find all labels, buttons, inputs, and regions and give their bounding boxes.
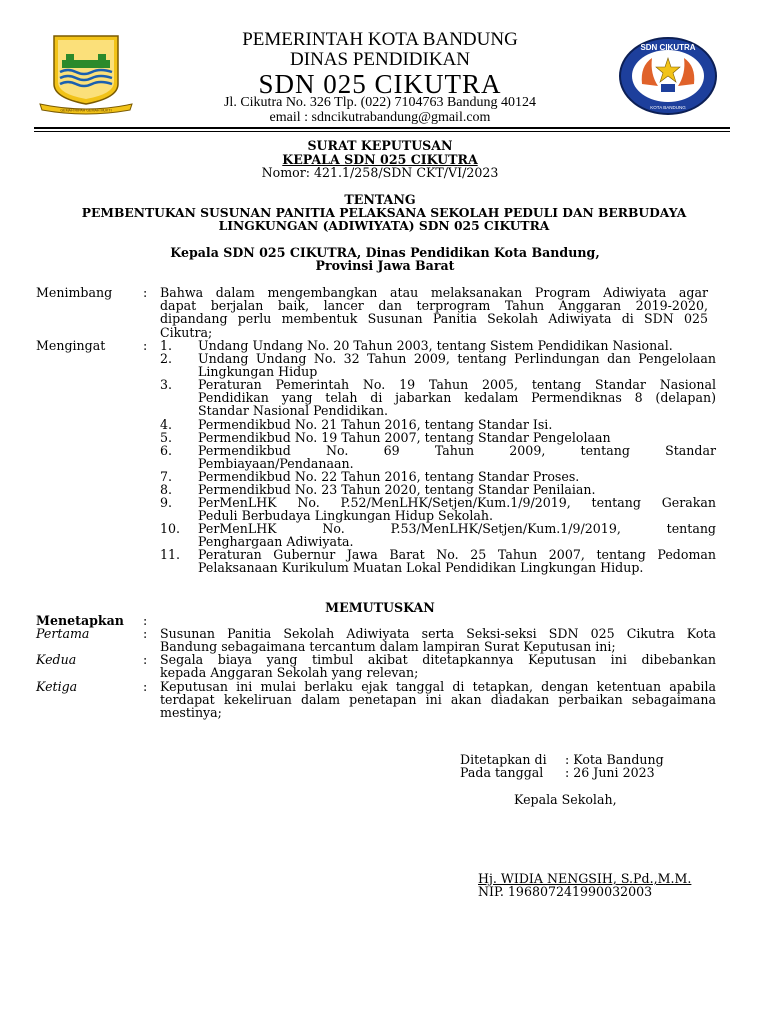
department-title: DINAS PENDIDIKAN (290, 49, 470, 70)
mengingat-num: 6. (160, 443, 173, 458)
letterhead-rule-thin (34, 131, 730, 132)
mengingat-label: Mengingat (36, 338, 106, 353)
menetapkan-label: Menetapkan (36, 613, 124, 628)
mengingat-num: 10. (160, 521, 181, 536)
menimbang-colon: : (143, 285, 148, 300)
mengingat-num: 4. (160, 417, 173, 432)
signatory-nip: NIP. 196807241990032003 (478, 884, 653, 899)
mengingat-item: PerMenLHK No. P.53/MenLHK/Setjen/Kum.1/9/2019, tentang Penghargaan Adiwiyata. (198, 521, 716, 550)
date-label: Pada tanggal (460, 765, 544, 780)
ketiga-label: Ketiga (36, 679, 78, 694)
subject-line-1: PEMBENTUKAN SUSUNAN PANITIA PELAKSANA SEKOLAH PEDULI DAN BERBUDAYA (81, 205, 687, 220)
mengingat-num: 9. (160, 495, 173, 510)
ketiga-colon: : (143, 679, 148, 694)
memutuskan-heading: MEMUTUSKAN (325, 600, 435, 615)
menimbang-text: Bahwa dalam mengembangkan atau melaksanakan Program Adiwiyata agar dapat berjalan baik, lancer dan terprogram Tahun Anggaran 2019-2020, dipandang perlu membentuk Susunan Panitia Sekolah Adiwiyata di SDN 025 Cikutra; (160, 285, 708, 340)
mengingat-num: 7. (160, 469, 173, 484)
mengingat-item: Peraturan Pemerintah No. 19 Tahun 2005, tentang Standar Nasional Pendidikan yang telah di jabarkan kedalam Permendiknas 8 (delapan) Standar Nasional Pendidikan. (198, 377, 716, 419)
mengingat-num: 5. (160, 430, 173, 445)
mengingat-num: 11. (160, 547, 181, 562)
mengingat-item: Permendikbud No. 69 Tahun 2009, tentang Standar Pembiayaan/Pendanaan. (198, 443, 716, 472)
place-value: : Kota Bandung (565, 752, 664, 767)
svg-text:SDN CIKUTRA: SDN CIKUTRA (640, 43, 696, 52)
menetapkan-colon: : (143, 613, 148, 628)
mengingat-num: 2. (160, 351, 173, 366)
kedua-label: Kedua (36, 652, 77, 667)
place-label: Ditetapkan di (460, 752, 547, 767)
decree-number: Nomor: 421.1/258/SDN CKT/VI/2023 (261, 165, 499, 180)
svg-text:KOTA BANDUNG: KOTA BANDUNG (650, 105, 686, 110)
kedua-text: Segala biaya yang timbul akibat ditetapkannya Keputusan ini dibebankan kepada Anggaran Sekolah yang relevan; (160, 652, 716, 681)
pertama-label: Pertama (36, 626, 90, 641)
mengingat-item: Permendikbud No. 23 Tahun 2020, tentang Standar Penilaian. (198, 482, 596, 497)
mengingat-item: Permendikbud No. 19 Tahun 2007, tentang Standar Pengelolaan (198, 430, 611, 445)
authority-line-2: Provinsi Jawa Barat (315, 258, 455, 273)
date-value: : 26 Juni 2023 (565, 765, 655, 780)
school-name: SDN 025 CIKUTRA (258, 69, 502, 99)
mengingat-num: 8. (160, 482, 173, 497)
menimbang-label: Menimbang (36, 285, 113, 300)
signatory-name: Hj. WIDIA NENGSIH, S.Pd.,M.M. (478, 871, 692, 886)
about-label: TENTANG (344, 192, 416, 207)
mengingat-num: 3. (160, 377, 173, 392)
mengingat-item: Permendikbud No. 21 Tahun 2016, tentang Standar Isi. (198, 417, 553, 432)
mengingat-colon: : (143, 338, 148, 353)
letterhead-rule-thick (34, 127, 730, 129)
school-address: Jl. Cikutra No. 326 Tlp. (022) 7104763 Bandung 40124 (223, 95, 536, 110)
signatory-position: Kepala Sekolah, (514, 792, 617, 807)
authority-line-1: Kepala SDN 025 CIKUTRA, Dinas Pendidikan Kota Bandung, (170, 245, 600, 260)
mengingat-item: Undang Undang No. 20 Tahun 2003, tentang Sistem Pendidikan Nasional. (198, 338, 673, 353)
issuer: KEPALA SDN 025 CIKUTRA (282, 152, 478, 167)
ketiga-text: Keputusan ini mulai berlaku ejak tanggal di tetapkan, dengan ketentuan apabila terdapat kekeliruan dalam penetapan ini akan diadakan perbaikan sebagaimana mestinya; (160, 679, 716, 721)
kedua-colon: : (143, 652, 148, 667)
school-email: email : sdncikutrabandung@gmail.com (269, 110, 491, 125)
mengingat-item: PerMenLHK No. P.52/MenLHK/Setjen/Kum.1/9/2019, tentang Gerakan Peduli Berbudaya Lingkungan Hidup Sekolah. (198, 495, 716, 524)
pertama-colon: : (143, 626, 148, 641)
svg-text:GEMAH RIPAH GEMAH MUKTI: GEMAH RIPAH GEMAH MUKTI (60, 108, 112, 113)
gov-title: PEMERINTAH KOTA BANDUNG (242, 29, 518, 50)
subject-line-2: LINGKUNGAN (ADIWIYATA) SDN 025 CIKUTRA (218, 218, 550, 233)
mengingat-item: Undang Undang No. 32 Tahun 2009, tentang Perlindungan dan Pengelolaan Lingkungan Hidup (198, 351, 716, 380)
mengingat-item: Permendikbud No. 22 Tahun 2016, tentang Standar Proses. (198, 469, 580, 484)
mengingat-num: 1. (160, 338, 173, 353)
sdn-cikutra-logo (618, 36, 718, 116)
bandung-city-logo (36, 32, 136, 116)
doc-type: SURAT KEPUTUSAN (307, 138, 453, 153)
pertama-text: Susunan Panitia Sekolah Adiwiyata serta Seksi-seksi SDN 025 Cikutra Kota Bandung sebagaimana tercantum dalam lampiran Surat Keputusan ini; (160, 626, 716, 655)
mengingat-item: Peraturan Gubernur Jawa Barat No. 25 Tahun 2007, tentang Pedoman Pelaksanaan Kurikulum Muatan Lokal Pendidikan Lingkungan Hidup. (198, 547, 716, 576)
